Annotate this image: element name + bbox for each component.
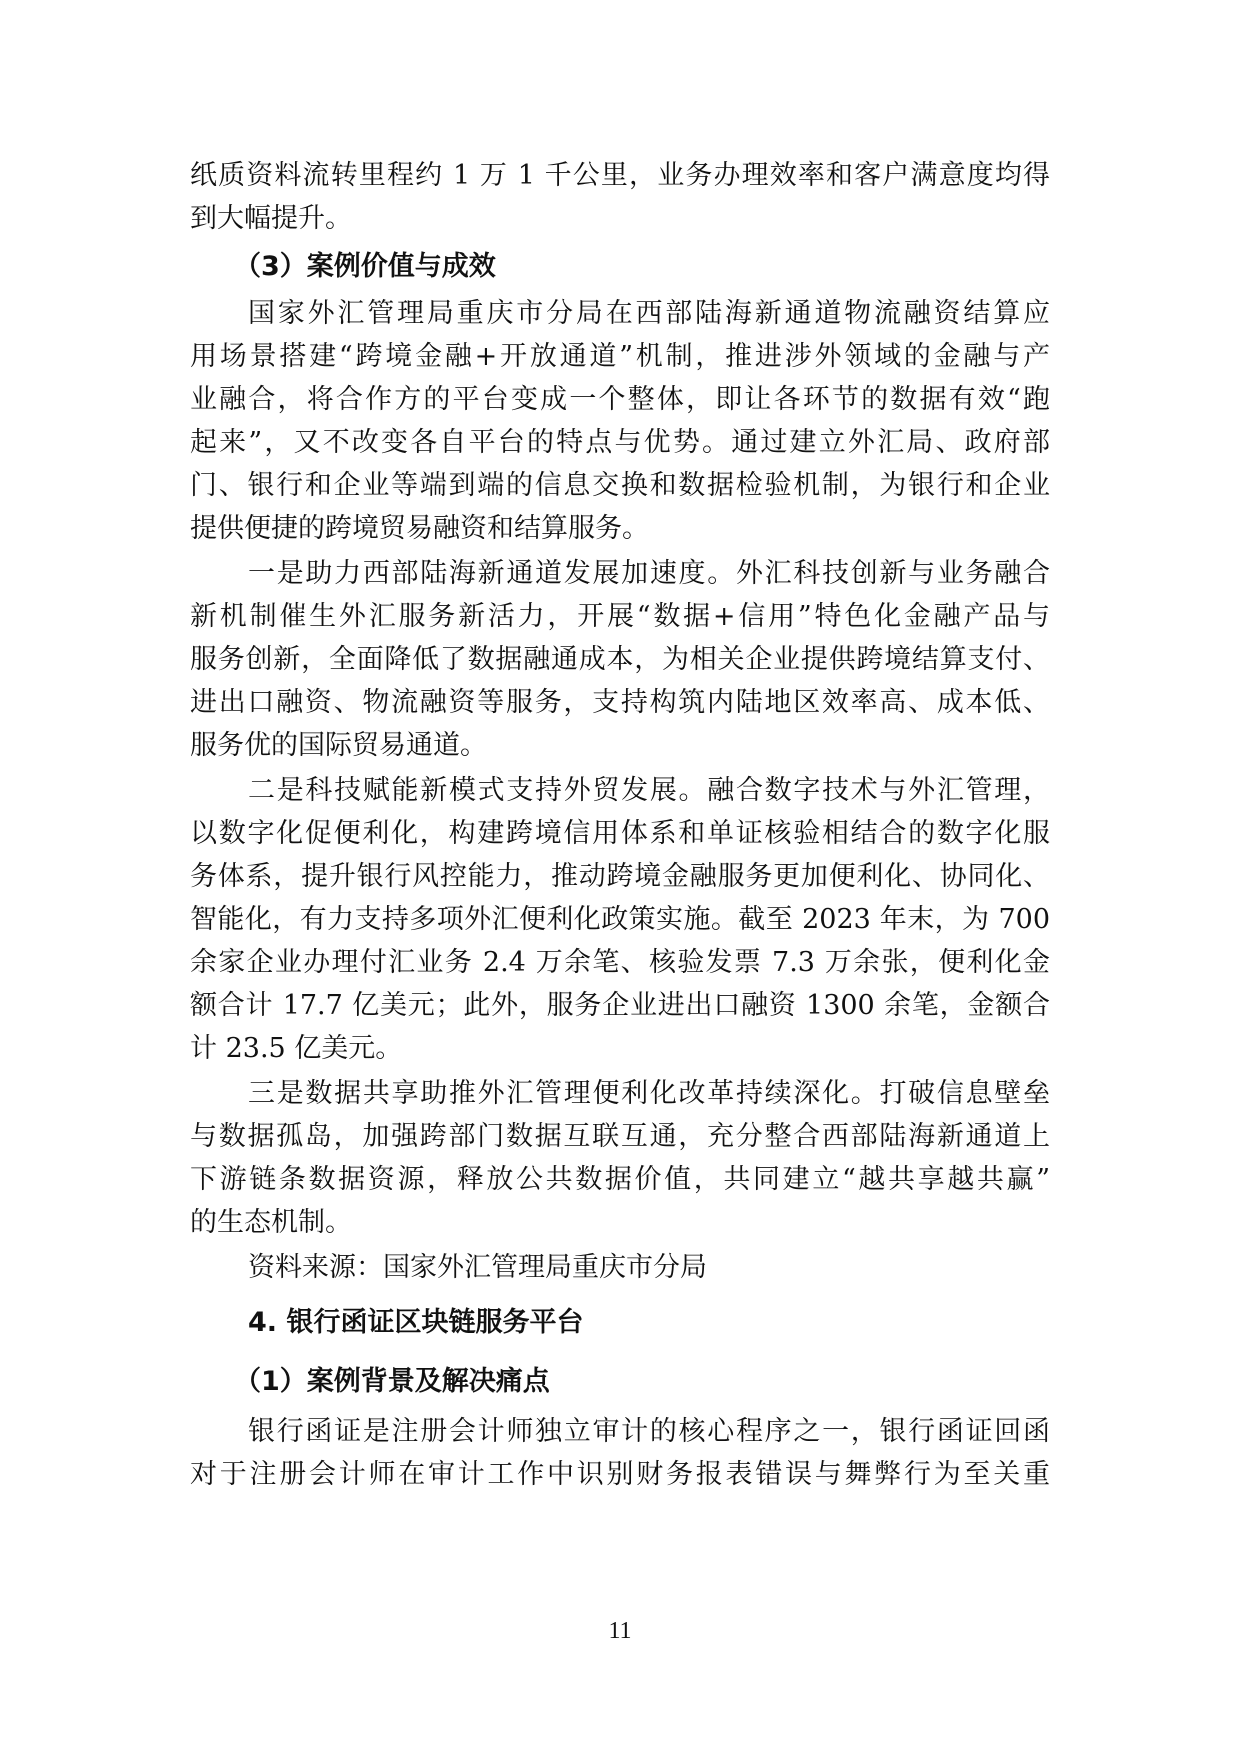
paragraph-line: 到大幅提升。 — [190, 203, 352, 234]
paragraph-line: 计 23.5 亿美元。 — [190, 1033, 403, 1064]
subsection-heading: （1）案例背景及解决痛点 — [234, 1366, 550, 1397]
paragraph-line: 对于注册会计师在审计工作中识别财务报表错误与舞弊行为至关重 — [190, 1459, 1050, 1490]
section-heading: （3）案例价值与成效 — [234, 251, 496, 282]
paragraph-line: 进出口融资、物流融资等服务，支持构筑内陆地区效率高、成本低、 — [190, 687, 1050, 718]
source-note: 资料来源：国家外汇管理局重庆市分局 — [248, 1252, 707, 1283]
paragraph-line: 国家外汇管理局重庆市分局在西部陆海新通道物流融资结算应 — [248, 298, 1050, 329]
page-number: 11 — [608, 1618, 632, 1644]
paragraph-line: 门、银行和企业等端到端的信息交换和数据检验机制，为银行和企业 — [190, 470, 1050, 501]
paragraph-line: 银行函证是注册会计师独立审计的核心程序之一，银行函证回函 — [248, 1416, 1050, 1447]
paragraph-line: 服务创新，全面降低了数据融通成本，为相关企业提供跨境结算支付、 — [190, 644, 1050, 675]
paragraph-line: 一是助力西部陆海新通道发展加速度。外汇科技创新与业务融合 — [248, 558, 1050, 589]
paragraph-line: 智能化，有力支持多项外汇便利化政策实施。截至 2023 年末，为 700 — [190, 904, 1050, 935]
paragraph-line: 业融合，将合作方的平台变成一个整体，即让各环节的数据有效“跑 — [190, 384, 1050, 415]
paragraph-line: 起来”，又不改变各自平台的特点与优势。通过建立外汇局、政府部 — [190, 427, 1050, 458]
paragraph-line: 二是科技赋能新模式支持外贸发展。融合数字技术与外汇管理， — [248, 775, 1050, 806]
paragraph-line: 纸质资料流转里程约 1 万 1 千公里，业务办理效率和客户满意度均得 — [190, 160, 1050, 191]
section-heading: 4. 银行函证区块链服务平台 — [248, 1307, 584, 1338]
paragraph-line: 下游链条数据资源，释放公共数据价值，共同建立“越共享越共赢” — [190, 1164, 1050, 1195]
paragraph-line: 的生态机制。 — [190, 1207, 352, 1238]
paragraph-line: 与数据孤岛，加强跨部门数据互联互通，充分整合西部陆海新通道上 — [190, 1121, 1050, 1152]
paragraph-line: 额合计 17.7 亿美元；此外，服务企业进出口融资 1300 余笔，金额合 — [190, 990, 1050, 1021]
paragraph-line: 务体系，提升银行风控能力，推动跨境金融服务更加便利化、协同化、 — [190, 861, 1050, 892]
paragraph-line: 以数字化促便利化，构建跨境信用体系和单证核验相结合的数字化服 — [190, 818, 1050, 849]
paragraph-line: 余家企业办理付汇业务 2.4 万余笔、核验发票 7.3 万余张，便利化金 — [190, 947, 1050, 978]
paragraph-line: 用场景搭建“跨境金融+开放通道”机制，推进涉外领域的金融与产 — [190, 341, 1050, 372]
paragraph-line: 提供便捷的跨境贸易融资和结算服务。 — [190, 513, 649, 544]
paragraph-line: 新机制催生外汇服务新活力，开展“数据+信用”特色化金融产品与 — [190, 601, 1050, 632]
paragraph-line: 三是数据共享助推外汇管理便利化改革持续深化。打破信息壁垒 — [248, 1078, 1050, 1109]
paragraph-line: 服务优的国际贸易通道。 — [190, 730, 487, 761]
